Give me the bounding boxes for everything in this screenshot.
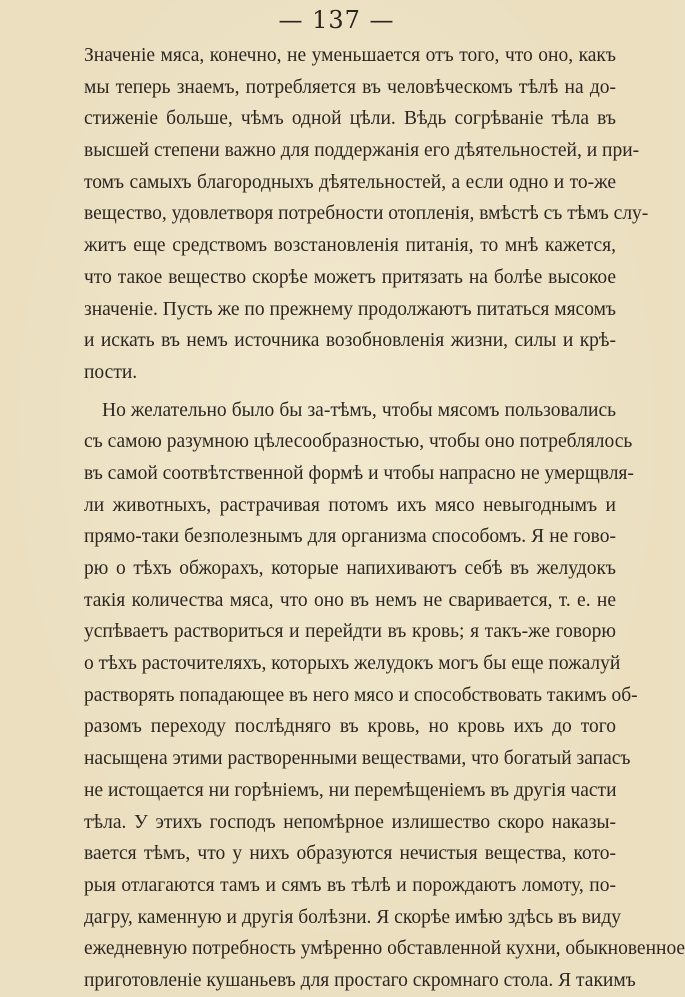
text-line: о тѣхъ расточителяхъ, которыхъ желудокъ могъ бы еще пожалуй — [84, 653, 621, 675]
text-line: рю о тѣхъ обжорахъ, которые напихиваютъ себѣ въ желудокъ — [84, 558, 616, 579]
text-line: вещество, удовлетворя потребности отопленiя, вмѣстѣ съ тѣмъ слу- — [84, 203, 649, 225]
text-line: высшей степени важно для поддержанiя его дѣятельностей, и при- — [84, 140, 640, 162]
text-line: дагру, каменную и другiя болѣзни. Я скорѣе имѣю здѣсь въ виду — [84, 906, 622, 928]
text-line: такiя количества мяса, что оно въ немъ не сваривается, т. е. не — [84, 589, 616, 611]
page-number: — 137 — — [278, 6, 395, 34]
text-line: не истощается ни горѣнiемъ, ни перемѣщенiемъ въ другiя части — [84, 779, 617, 801]
text-line: томъ самыхъ благородныхъ дѣятельностей, а если одно и то-же — [84, 171, 616, 193]
paragraph — [84, 395, 685, 997]
text-line: прямо-таки безполезнымъ для организма способомъ. Я не гово- — [84, 526, 616, 548]
text-line: Но желательно было бы за-тѣмъ, чтобы мясомъ пользовались — [102, 399, 616, 421]
text-line: ли животныхъ, растрачивая потомъ ихъ мясо невыгоднымъ и — [84, 494, 616, 516]
paragraph — [84, 40, 649, 389]
text-line: и искать въ немъ источника возобновленiя жизни, силы и крѣ- — [84, 330, 616, 352]
text-line: пости. — [84, 361, 138, 383]
text-line: Значенiе мяса, конечно, не уменьшается отъ того, что оно, какъ — [84, 45, 616, 66]
text-line: вается тѣмъ, что у нихъ образуются нечистыя вещества, кото- — [84, 843, 616, 865]
text-line: житъ еще средствомъ возстановленiя питанiя, то мнѣ кажется, — [84, 235, 616, 257]
text-line: въ самой соотвѣтственной формѣ и чтобы напрасно не умерщвля- — [84, 462, 634, 484]
text-line: разомъ переходу послѣдняго въ кровь, но кровь ихъ до того — [84, 716, 616, 738]
text-line: успѣваетъ раствориться и перейдти въ кровь; я такъ-же говорю — [84, 621, 616, 643]
text-line: съ самою разумною цѣлесообразностью, чтобы оно потреблялось — [84, 431, 633, 453]
text-line: рыя отлагаются тамъ и сямъ въ тѣлѣ и порождаютъ ломоту, по- — [84, 874, 616, 896]
text-line: приготовленiе кушаньевъ для простаго скромнаго стола. Я такимъ — [84, 969, 636, 991]
text-line: стиженiе больше, чѣмъ одной цѣли. Вѣдь согрѣванiе тѣла въ — [84, 108, 616, 130]
text-line: мы теперь знаемъ, потребляется въ человѣческомъ тѣлѣ на до- — [84, 76, 616, 98]
text-line: значенiе. Пусть же по прежнему продолжаютъ питаться мясомъ — [84, 298, 616, 320]
text-line: тѣла. У этихъ господъ непомѣрное излишество скоро наказы- — [84, 811, 616, 833]
text-line: насыщена этими растворенными веществами, что богатый запасъ — [84, 748, 631, 770]
text-line: что такое вещество скорѣе можетъ притязать на болѣе высокое — [84, 266, 616, 288]
body-text — [84, 40, 685, 997]
text-line: ежедневную потребность умѣренно обставленной кухни, обыкновенное — [84, 938, 685, 960]
text-line: растворять попадающее въ него мясо и способствовать такимъ об- — [84, 684, 638, 706]
